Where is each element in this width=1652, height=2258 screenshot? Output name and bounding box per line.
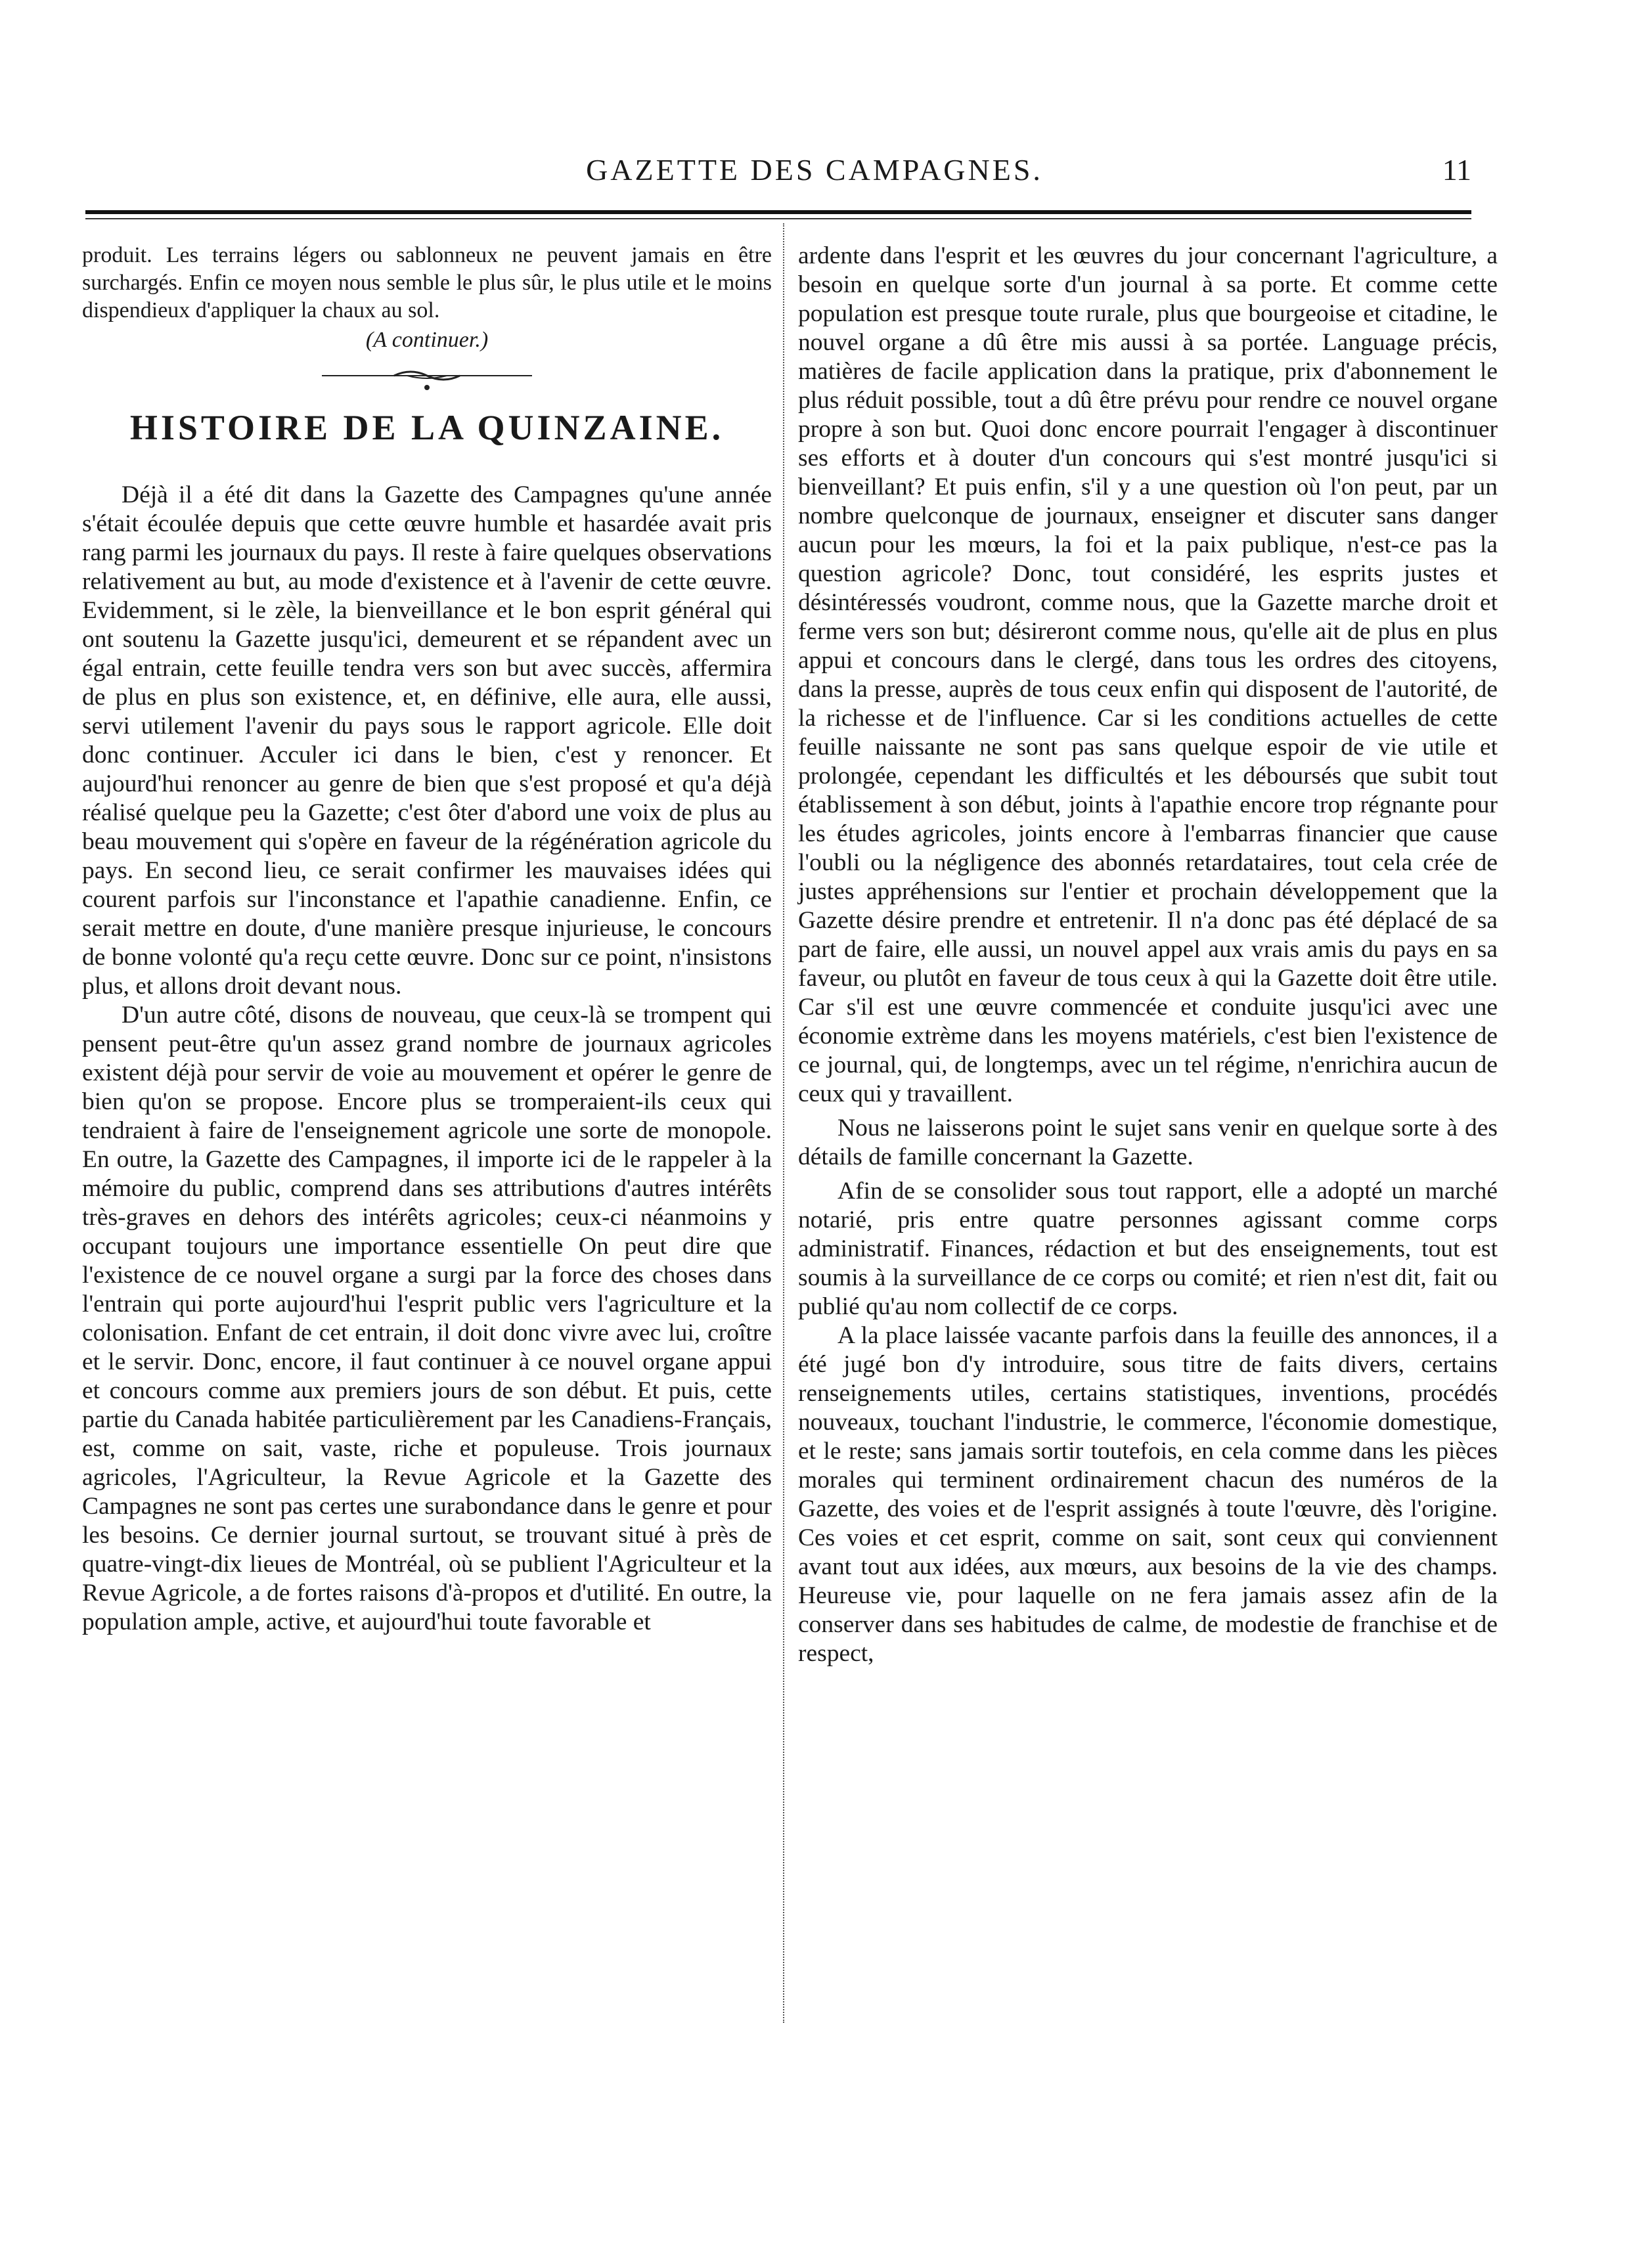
column-divider bbox=[783, 223, 784, 2023]
section-heading: HISTOIRE DE LA QUINZAINE. bbox=[129, 408, 725, 447]
article-paragraph: D'un autre côté, disons de nouveau, que ceux-là se trompent qui pensent peut-être qu'un assez grand nombre de journaux agricoles existent déjà pour servir de voie au mouvement et opérer le genre de bien qu'on se propose. Encore plus se tromperaient-ils ceux qui tendraient à faire de l'enseignement agricole une sorte de monopole. En outre, la Gazette des Campagnes, il importe ici de le rappeler à la mémoire du public, comprend dans ses attributions d'autres intérêts très-graves en dehors des intérêts agricoles; ceux-ci néanmoins y occupant toujours une importance essentielle On peut dire que l'existence de ce nouvel organe a surgi par la force des choses dans l'entrain qui porte aujourd'hui l'esprit public vers l'agriculture et la colonisation. Enfant de cet entrain, il doit donc vivre avec lui, croître et le servir. Donc, encore, il faut continuer à ce nouvel organe appui et concours comme aux premiers jours de son début. Et puis, cette partie du Canada habitée particulièrement par les Canadiens-Français, est, comme on sait, vaste, riche et populeuse. Trois journaux agricoles, l'Agriculteur, la Revue Agricole et la Gazette des Campagnes ne sont pas certes une surabondance dans le genre et pour les besoins. Ce dernier journal surtout, se trouvant situé à près de quatre-vingt-dix lieues de Montréal, où se publient l'Agriculteur et la Revue Agricole, a de fortes raisons d'à-propos et d'utilité. En outre, la population ample, active, et aujourd'hui toute favorable et bbox=[82, 1002, 772, 1635]
left-column bbox=[82, 242, 772, 1637]
ornament-divider bbox=[315, 366, 539, 393]
running-title: GAZETTE DES CAMPAGNES. bbox=[586, 153, 1043, 187]
article-paragraph: Déjà il a été dit dans la Gazette des Campagnes qu'une année s'était écoulée depuis que cette œuvre humble et hasardée avait pris rang parmi les journaux du pays. Il reste à faire quelques observations relativement au but, au mode d'existence et à l'avenir de cette œuvre. Evidemment, si le zèle, la bienveillance et le bon esprit général qui ont soutenu la Gazette jusqu'ici, demeurent et se répandent avec un égal entrain, cette feuille tendra vers son but avec succès, affermira de plus en plus son existence, et, en définive, elle aura, elle aussi, servi utilement l'avenir du pays sous le rapport agricole. Elle doit donc continuer. Acculer ici dans le bien, c'est y renoncer. Et aujourd'hui renoncer au genre de bien que s'est proposé et qu'a déjà réalisé quelque peu la Gazette; c'est ôter d'abord une voix de plus au beau mouvement qui s'opère en faveur de la régénération agricole du pays. En second lieu, ce serait confirmer les mauvaises idées qui courent parfois sur l'inconstance et l'apathie canadienne. Enfin, ce serait mettre en doute, d'une manière presque injurieuse, le concours de bonne volonté qu'a reçu cette œuvre. Donc sur ce point, n'insistons plus, et allons droit devant nous. bbox=[82, 481, 772, 1000]
paragraph-gap bbox=[798, 1109, 1498, 1114]
header-rule bbox=[85, 210, 1471, 214]
article-paragraph: Nous ne laisserons point le sujet sans venir en quelque sorte à des détails de famille concernant la Gazette. bbox=[798, 1115, 1498, 1170]
article-paragraph: A la place laissée vacante parfois dans la feuille des annonces, il a été jugé bon d'y introduire, sous titre de faits divers, certains renseignements utiles, certains statistiques, inventions, procédés nouveaux, touchant l'industrie, le commerce, l'économie domestique, et le reste; sans jamais sortir toutefois, en cela comme dans les pièces morales qui terminent ordinairement chacun des numéros de la Gazette, des voies et de l'esprit assignés à toute l'œuvre, dès l'origine. Ces voies et cet esprit, comme on sait, sont ceux qui conviennent avant tout aux idées, aux mœurs, aux besoins de la vie des champs. Heureuse vie, pour laquelle on ne fera jamais assez afin de la conserver dans ses habitudes de calme, de modestie de franchise et de respect, bbox=[798, 1322, 1498, 1667]
article-paragraph: ardente dans l'esprit et les œuvres du jour concernant l'agriculture, a besoin en quelque sorte d'un journal à sa porte. Et comme cette population est presque toute rurale, plus que bourgeoise et citadine, le nouvel organe a dû être mis aussi à sa portée. Language précis, matières de facile application dans la pratique, prix d'abonnement le plus réduit possible, tout a dû être prévu pour rendre ce nouvel organe propre à son but. Quoi donc encore pourrait l'engager à discontinuer ses efforts et à douter d'un concours qui s'est montré jusqu'ici si bienveillant? Et puis enfin, s'il y a une question où l'on peut, par un nombre quelconque de journaux, enseigner et discuter sans danger aucun pour les mœurs, la foi et la paix publique, n'est-ce pas la question agricole? Donc, tout considéré, les esprits justes et désintéressés voudront, comme nous, que la Gazette marche droit et ferme vers son but; désireront comme nous, qu'elle ait de plus en plus appui et concours dans le clergé, dans tous les ordres des citoyens, dans la presse, auprès de tous ceux enfin qui disposent de l'autorité, de la richesse et de l'influence. Car si les conditions actuelles de cette feuille naissante ne sont pas sans quelque espoir de vie utile et prolongée, cependant les difficultés et les déboursés que subit tout établissement à son début, joints à l'apathie encore trop régnante pour les études agricoles, joints encore à l'embarras financier que cause l'oubli ou la négligence des abonnés retardataires, tout cela crée de justes appréhensions sur l'entier et prochain développement que la Gazette désire prendre et entretenir. Il n'a donc pas été déplacé de sa part de faire, elle aussi, un nouvel appel aux vrais amis du pays en sa faveur, ou plutôt en faveur de tous ceux à qui la Gazette doit être utile. Car s'il est une œuvre commencée et conduite jusqu'ici avec une économie extrème dans les moyens matériels, c'est bien l'existence de ce journal, qui, de longtemps, avec un tel régime, n'enrichira aucun de ceux qui y travaillent. bbox=[798, 242, 1498, 1107]
paragraph-gap bbox=[798, 1172, 1498, 1177]
right-column bbox=[798, 242, 1498, 1668]
page-number: 11 bbox=[1442, 153, 1471, 187]
running-head bbox=[85, 152, 1471, 198]
continued-paragraph: produit. Les terrains légers ou sablonneux ne peuvent jamais en être surchargés. Enfin ce moyen nous semble le plus sûr, le plus utile et le moins dispendieux d'appliquer la chaux au sol. bbox=[82, 243, 772, 322]
article-paragraph: Afin de se consolider sous tout rapport, elle a adopté un marché notarié, pris entre quatre personnes agissant comme corps administratif. Finances, rédaction et but des enseignements, tout est soumis à la surveillance de ce corps ou comité; et rien n'est dit, fait ou publié qu'au nom collectif de ce corps. bbox=[798, 1178, 1498, 1320]
to-be-continued-note: (A continuer.) bbox=[365, 328, 489, 352]
